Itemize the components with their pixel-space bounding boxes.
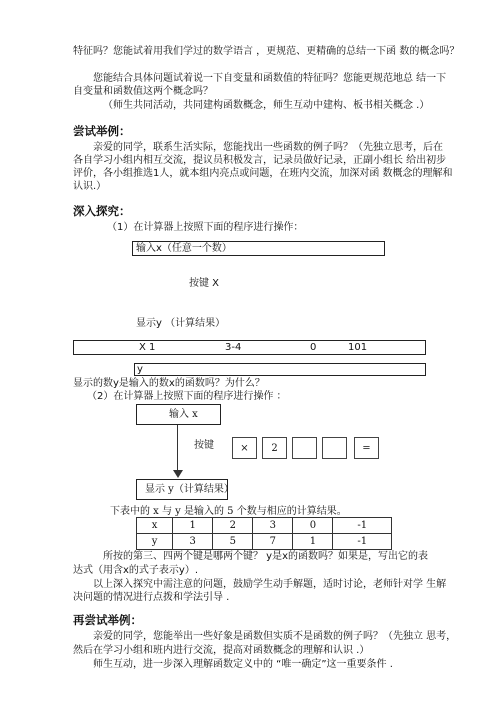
text-line: 以上深入探究中需注意的问题，鼓励学生动手解题，适时讨论，老师针对学 生解: [93, 579, 447, 590]
text-line: 亲爱的同学，联系生活实际，您能找出一些函数的例子吗？（先独立思考，后在: [93, 142, 443, 153]
table-cell: -1: [333, 518, 392, 534]
table-cell: 1: [293, 534, 333, 550]
xy-table: [136, 517, 392, 550]
text-line: 亲爱的同学，您能举出一些好象是函数但实质不是函数的例子吗？（先独立 思考，: [93, 631, 457, 642]
section-title-retry: 再尝试举例：: [73, 613, 142, 627]
table-cell: 1: [173, 518, 213, 534]
table-cell: x: [137, 518, 173, 534]
flow-input-label: 输入 x: [169, 409, 198, 420]
question-text: 显示的数y是输入的数x的函数吗？为什么？: [73, 378, 265, 389]
text-line: 所按的第三、四两个键是哪两个键？ y是x的函数吗？如果是，写出它的表: [103, 551, 429, 562]
text-line: 师生互动，进一步深入理解函数定义中的 “唯一确定”这一重要条件 .: [93, 659, 393, 670]
row-value: 101: [348, 342, 368, 353]
data-row-x: [73, 340, 426, 355]
text-line: 各自学习小组内相互交流，提议员积极发言，记录员做好记录，正副小组长 给出初步: [73, 155, 447, 166]
text-line: 达式（用含x的式子表示y）.: [73, 565, 199, 576]
text-line: （师生共同活动，共同建构函数概念，师生互动中建构、板书相关概念 .）: [103, 100, 430, 111]
table-cell: 3: [253, 518, 293, 534]
flow-keys-label: 按键: [194, 440, 214, 451]
flow-output-label: 显示 y（计算结果）: [145, 484, 234, 495]
section-title-explore: 深入探究：: [73, 204, 131, 218]
text-line: 特征吗？您能试着用我们学过的数学语言 ，更规范、更精确的总结一下函 数的概念吗？: [73, 46, 460, 57]
row-y-label: y: [137, 364, 143, 375]
table-cell: 5: [213, 534, 253, 550]
flow-arrow-head: [173, 470, 183, 478]
key-times: ×: [232, 437, 257, 459]
text-line: 决问题的情况进行点拨和学法引导 .: [73, 592, 230, 603]
table-row-y: [137, 534, 392, 550]
table-cell: y: [137, 534, 173, 550]
row-value: 0: [310, 342, 317, 353]
key-equals: =: [354, 437, 379, 459]
input-box-label: 输入x（任意一个数）: [136, 243, 232, 254]
key-two: 2: [262, 437, 287, 459]
text-line: 然后在学习小组和班内进行交流，提高对函数概念的理解和认识 .）: [73, 645, 370, 656]
flow-output-box: [136, 479, 234, 500]
input-box: [132, 241, 385, 256]
table-cell: -1: [333, 534, 392, 550]
question-1: （1）在计算器上按照下面的程序进行操作：: [107, 222, 304, 233]
key-blank-2: [322, 437, 347, 459]
key-label: 按键 X: [189, 278, 220, 289]
display-label: 显示y （计算结果）: [136, 318, 226, 329]
flow-input-box: [136, 404, 221, 425]
key-blank-1: [292, 437, 317, 459]
text-line: 认识.）: [73, 181, 107, 192]
table-row-x: [137, 518, 392, 534]
question-2: （2）在计算器上按照下面的程序进行操作 ：: [87, 391, 287, 402]
text-line: 您能结合具体问题试着说一下自变量和函数值的特征吗？您能更规范地总 结一下: [93, 73, 447, 84]
table-cell: 2: [213, 518, 253, 534]
text-line: 评价，各小组推选1人，就本组内亮点或问题，在班内交流，加深对函 数概念的理解和: [73, 168, 453, 179]
row-x-label: X 1: [139, 342, 156, 353]
table-cell: 7: [253, 534, 293, 550]
text-line: 自变量和函数值这两个概念吗？: [73, 86, 213, 97]
table-cell: 3: [173, 534, 213, 550]
data-row-y: [134, 363, 426, 376]
section-title-try: 尝试举例：: [73, 124, 131, 138]
flow-arrow-line: [177, 425, 178, 473]
table-caption: 下表中的 x 与 y 是输入的 5 个数与相应的计算结果。: [110, 506, 347, 517]
table-cell: 0: [293, 518, 333, 534]
row-value: 3-4: [225, 342, 242, 353]
